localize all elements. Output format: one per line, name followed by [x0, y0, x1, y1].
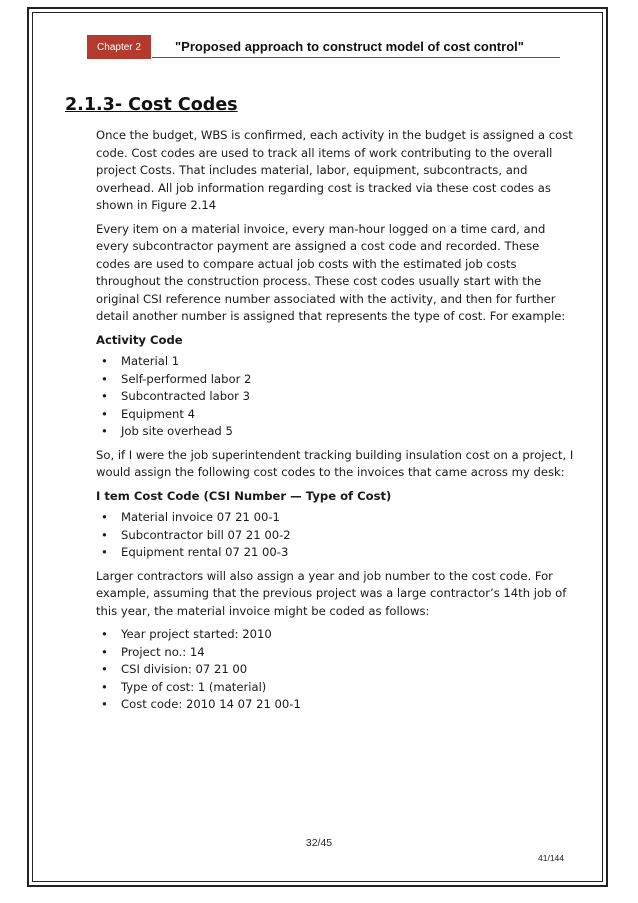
bullet-icon: • [101, 371, 108, 386]
bullet-icon: • [101, 510, 108, 524]
list-item: • Subcontractor bill 07 21 00-2 [96, 527, 574, 545]
list-item: • Job site overhead 5 [96, 423, 574, 441]
list-item: • Equipment rental 07 21 00-3 [96, 544, 574, 562]
section-title: 2.1.3- Cost Codes [65, 95, 238, 115]
bullet-icon: • [101, 354, 108, 368]
list-item: • Year project started: 2010 [96, 626, 574, 644]
coded-example-list [96, 626, 574, 714]
item-cost-code-list [96, 509, 574, 562]
item-cost-code-heading: I tem Cost Code (CSI Number — Type of Cost) [96, 488, 392, 503]
chapter-tag: Chapter 2 [87, 35, 151, 59]
bullet-icon: • [101, 545, 108, 559]
list-item: • Self-performed labor 2 [96, 371, 574, 389]
list-item: • Subcontracted labor 3 [96, 388, 574, 406]
bullet-icon: • [101, 662, 108, 676]
body-text [96, 127, 574, 720]
paragraph-superintendent: So, if I were the job superintendent tracking building insulation cost on a project, I would assign the following cost codes to the invoices that came across my desk: [96, 447, 574, 479]
list-item: • Cost code: 2010 14 07 21 00-1 [96, 696, 574, 714]
global-page-number: 41/144 [538, 853, 564, 863]
bullet-icon: • [101, 389, 108, 403]
activity-code-list [96, 353, 574, 441]
list-item: • Project no.: 14 [96, 644, 574, 662]
header-title: "Proposed approach to construct model of cost control" [175, 39, 524, 54]
list-item: • CSI division: 07 21 00 [96, 661, 574, 679]
header-rule [152, 57, 560, 58]
bullet-icon: • [101, 644, 108, 659]
list-item: • Type of cost: 1 (material) [96, 679, 574, 697]
activity-code-heading: Activity Code [96, 332, 183, 347]
bullet-icon: • [101, 627, 108, 641]
list-item: • Equipment 4 [96, 406, 574, 424]
paragraph-larger-contractors: Larger contractors will also assign a year and job number to the cost code. For example, assuming that the previous project was a large contractor’s 14th job of this year, the material invoice might be coded as follows: [96, 568, 567, 618]
list-item: • Material invoice 07 21 00-1 [96, 509, 574, 527]
page-number: 32/45 [305, 837, 333, 849]
bullet-icon: • [101, 424, 108, 438]
paragraph-cost-code-usage: Every item on a material invoice, every man-hour logged on a time card, and every subcontractor payment are assigned a cost code and recorded. These codes are used to compare actual job costs with the estimated job costs throughout the construction process. These cost codes usually start with the original CSI reference number associated with the activity, and then for further detail another number is assigned that represents the type of cost. For example: [96, 221, 566, 323]
bullet-icon: • [101, 406, 108, 421]
bullet-icon: • [101, 527, 108, 542]
bullet-icon: • [101, 697, 108, 711]
bullet-icon: • [101, 679, 108, 694]
paragraph-intro: Once the budget, WBS is confirmed, each activity in the budget is assigned a cost code. Cost codes are used to track all items of work contributing to the overall project Costs. That includes material, labor, equipment, subcontracts, and overhead. All job information regarding cost is tracked via these cost codes as shown in Figure 2.14 [96, 128, 573, 212]
list-item: • Material 1 [96, 353, 574, 371]
